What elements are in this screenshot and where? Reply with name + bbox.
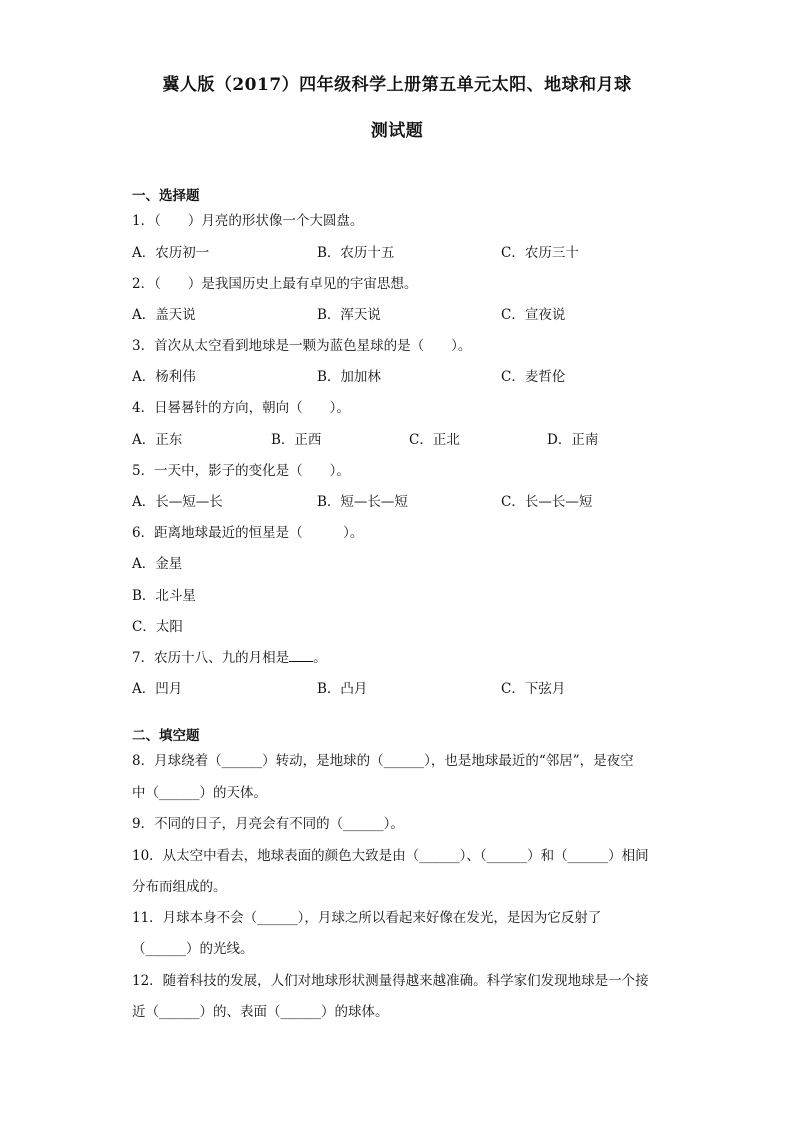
q4-option-b: B．正西 <box>271 432 322 448</box>
section-heading-choice: 一、选择题 <box>132 188 200 204</box>
question-4: 4．日晷晷针的方向，朝向（ ）。 <box>132 400 350 416</box>
question-11-cont: （______）的光线。 <box>132 941 254 957</box>
q3-option-c: C．麦哲伦 <box>501 369 566 385</box>
question-3: 3．首次从太空看到地球是一颗为蓝色星球的是（ ）。 <box>132 338 472 354</box>
question-1: 1．（ ）月亮的形状像一个大圆盘。 <box>132 213 364 229</box>
question-12-cont: 近（______）的、表面（______）的球体。 <box>132 1004 389 1020</box>
q4-option-c: C．正北 <box>409 432 460 448</box>
question-10: 10．从太空中看去，地球表面的颜色大致是由（______）、（______）和（______）相间 <box>132 848 649 864</box>
question-8: 8．月球绕着（______）转动，是地球的（______），也是地球最近的“邻居”，是夜空 <box>132 753 634 769</box>
question-5: 5．一天中，影子的变化是（ ）。 <box>132 463 350 479</box>
q2-option-a: A．盖天说 <box>132 307 196 323</box>
q7-stem-end: 。 <box>313 650 327 666</box>
q6-option-c: C．太阳 <box>132 619 183 635</box>
question-11: 11．月球本身不会（______），月球之所以看起来好像在发光，是因为它反射了 <box>132 910 602 926</box>
question-6: 6．距离地球最近的恒星是（ ）。 <box>132 525 364 541</box>
q7-answer-blank[interactable] <box>289 649 313 662</box>
q5-option-b: B．短—长—短 <box>317 494 408 510</box>
q3-option-a: A．杨利伟 <box>132 369 196 385</box>
q6-option-b: B．北斗星 <box>132 588 196 604</box>
q1-option-a: A．农历初一 <box>132 245 210 261</box>
question-2: 2．（ ）是我国历史上最有卓见的宇宙思想。 <box>132 276 418 292</box>
question-9: 9．不同的日子，月亮会有不同的（______）。 <box>132 816 404 832</box>
q5-option-c: C．长—长—短 <box>501 494 593 510</box>
q5-option-a: A．长—短—长 <box>132 494 223 510</box>
section-heading-fill: 二、填空题 <box>132 728 200 744</box>
q7-stem-text: 7．农历十八、九的月相是 <box>132 650 290 666</box>
q7-option-c: C．下弦月 <box>501 681 566 697</box>
q4-option-a: A．正东 <box>132 432 183 448</box>
document-title-line2: 测试题 <box>370 121 424 141</box>
q3-option-b: B．加加林 <box>317 369 381 385</box>
q6-option-a: A．金星 <box>132 556 183 572</box>
question-8-cont: 中（______）的天体。 <box>132 785 267 801</box>
q1-option-c: C．农历三十 <box>501 245 579 261</box>
question-12: 12．随着科技的发展，人们对地球形状测量得越来越准确。科学家们发现地球是一个接 <box>132 973 649 989</box>
question-10-cont: 分布而组成的。 <box>132 879 227 895</box>
q4-option-d: D．正南 <box>547 432 599 448</box>
document-title: 冀人版（2017）四年级科学上册第五单元太阳、地球和月球 <box>162 75 632 95</box>
q7-option-a: A．凹月 <box>132 681 183 697</box>
q2-option-c: C．宣夜说 <box>501 307 566 323</box>
question-7 <box>132 649 327 667</box>
q7-option-b: B．凸月 <box>317 681 368 697</box>
q1-option-b: B．农历十五 <box>317 245 395 261</box>
q2-option-b: B．浑天说 <box>317 307 381 323</box>
